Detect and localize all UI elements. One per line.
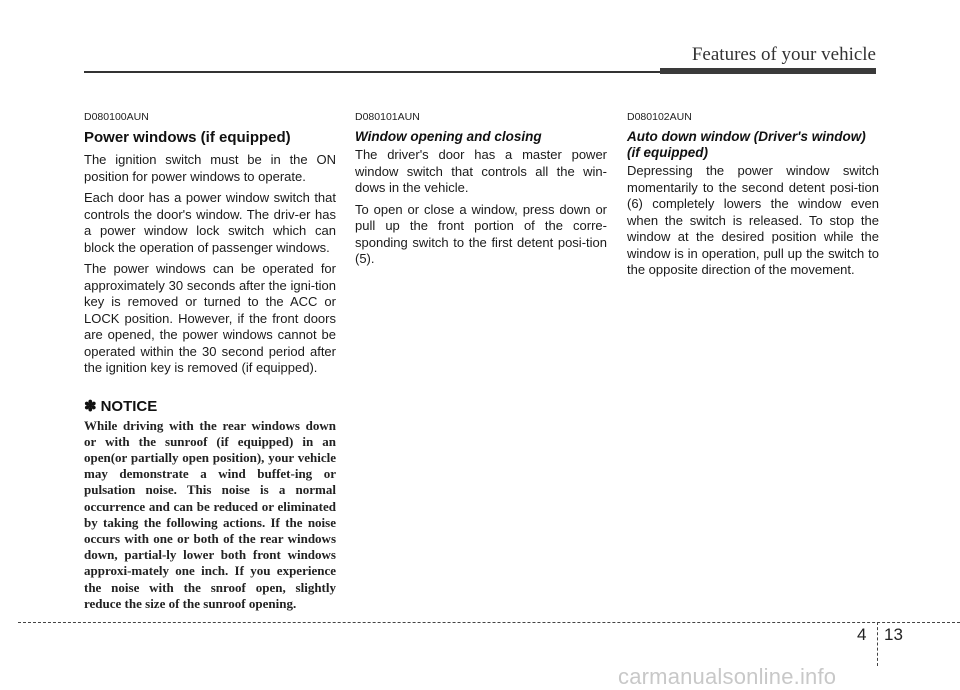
header-rule (84, 71, 660, 73)
page-number: 13 (884, 625, 903, 644)
section-code: D080102AUN (627, 111, 692, 123)
notice-star-icon: ✽ (84, 397, 97, 415)
section-heading: Power windows (if equipped) (84, 129, 291, 146)
notice-title: NOTICE (100, 397, 158, 415)
section-number: 4 (857, 625, 867, 644)
watermark: carmanualsonline.info (618, 664, 837, 689)
footer-rule (18, 622, 960, 623)
notice-text: While driving with the rear windows down or with the sunroof (if equipped) in an open(or partially open position), your vehicle may demonstrate a wind buffet-ing or pulsation noise. This noise is a normal occurrence and can be reduced or eliminated by taking the following actions. If the noise occurs with one or both of the rear windows down, partial-ly lower both front windows approxi-mately one inch. If you experience the noise with the snroof open, slightly reduce the size of the sunroof opening. (84, 417, 336, 611)
footer-divider (877, 622, 878, 666)
paragraph: The ignition switch must be in the ON position for power windows to operate. (84, 152, 336, 184)
column-power-windows (84, 111, 336, 612)
paragraph: To open or close a window, press down or pull up the front portion of the corre-sponding switch to the first detent posi-tion (5). (355, 201, 607, 266)
section-heading: Window opening and closing (355, 129, 542, 144)
notice-heading (84, 397, 336, 415)
paragraph: Each door has a power window switch that controls the door's window. The driv-er has a power window lock switch which can block the operation of passenger windows. (84, 190, 336, 255)
page-title: Features of your vehicle (691, 44, 876, 65)
paragraph: Depressing the power window switch momentarily to the second detent posi-tion (6) completely lowers the window even when the switch is released. To stop the window at the desired position while the window is in operation, pull up the switch to the opposite direction of the movement. (627, 163, 879, 277)
section-code: D080101AUN (355, 111, 420, 123)
paragraph: The driver's door has a master power window switch that controls all the win-dows in the vehicle. (355, 147, 607, 195)
section-code: D080100AUN (84, 111, 149, 123)
section-heading: Auto down window (Driver's window) (if equipped) (627, 129, 866, 160)
paragraph: The power windows can be operated for approximately 30 seconds after the igni-tion key is removed or turned to the ACC or LOCK position. However, if the front doors are opened, the power windows cannot be operated within the 30 second period after the ignition key is removed (if equipped). (84, 261, 336, 375)
column-window-opening (355, 111, 607, 273)
column-auto-down (627, 111, 879, 284)
header-bar (660, 68, 876, 74)
